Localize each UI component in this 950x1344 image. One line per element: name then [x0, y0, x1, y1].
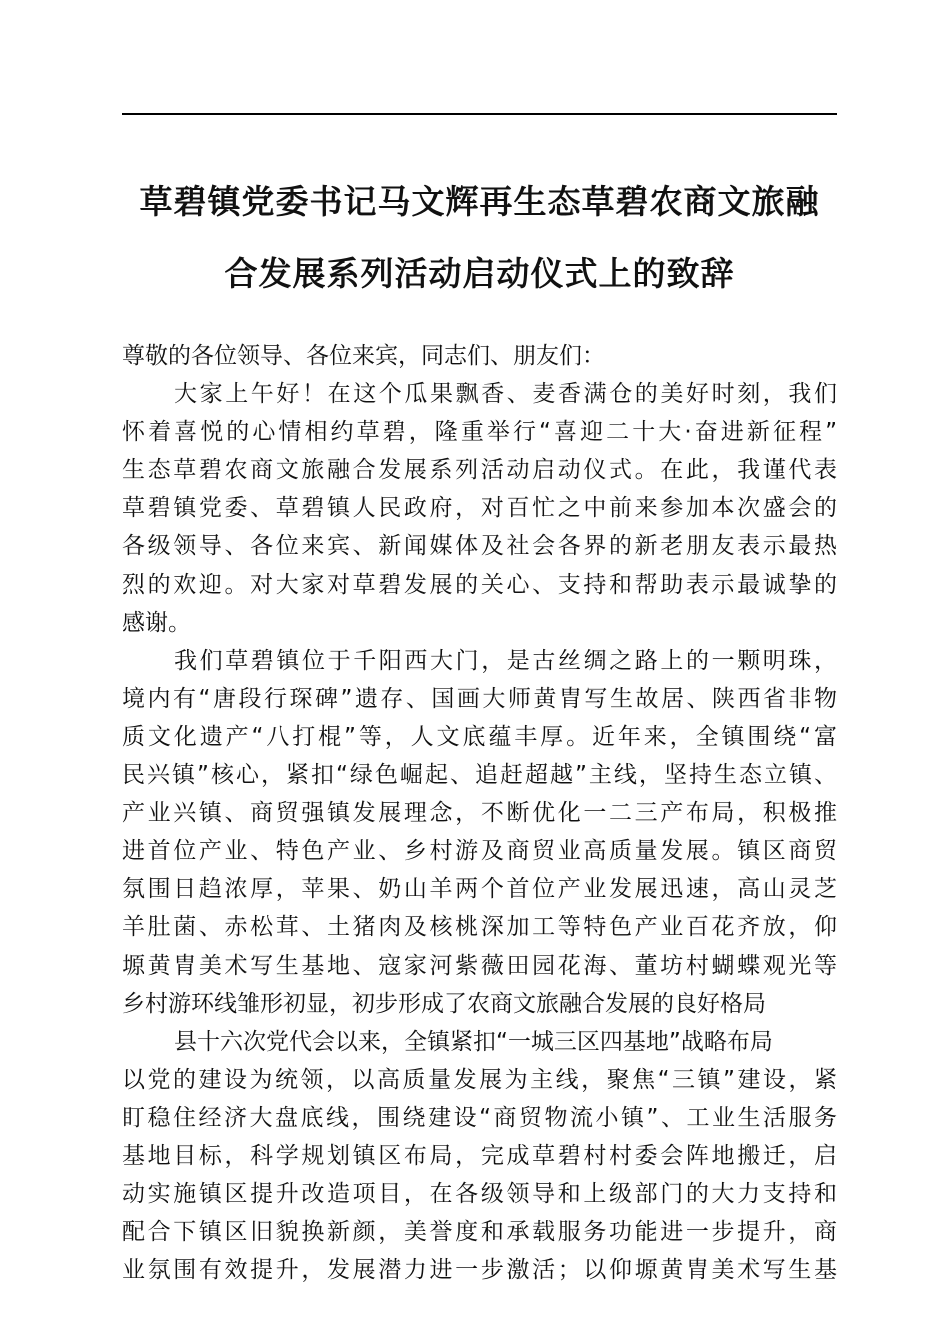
text-line: 烈的欢迎。对大家对草碧发展的关心、支持和帮助表示最诚挚的: [122, 571, 837, 598]
text-line: 动实施镇区提升改造项目，在各级领导和上级部门的大力支持和: [122, 1181, 837, 1208]
text-line: 基地目标，科学规划镇区布局，完成草碧村村委会阵地搬迁，启: [122, 1142, 837, 1169]
text-line: 怀着喜悦的心情相约草碧，隆重举行“喜迎二十大·奋进新征程”: [122, 419, 837, 446]
text-line: 境内有“唐段行琛碑”遗存、国画大师黄胄写生故居、陕西省非物: [122, 685, 837, 712]
text-line: 羊肚菌、赤松茸、土猪肉及核桃深加工等特色产业百花齐放，仰: [122, 914, 837, 941]
header-rule: [122, 113, 837, 115]
text-line: 以党的建设为统领，以高质量发展为主线，聚焦“三镇”建设，紧: [122, 1066, 837, 1093]
paragraph-town-intro: [122, 642, 837, 1023]
paragraph-greeting: [122, 375, 837, 642]
title-line-2: 合发展系列活动启动仪式上的致辞: [224, 254, 735, 293]
text-line: 生态草碧农商文旅融合发展系列活动启动仪式。在此，我谨代表: [122, 457, 837, 484]
title-line-1: 草碧镇党委书记马文辉再生态草碧农商文旅融: [139, 182, 820, 221]
text-line: 配合下镇区旧貌换新颜，美誉度和承载服务功能进一步提升，商: [122, 1219, 837, 1246]
text-line: 我们草碧镇位于千阳西大门，是古丝绸之路上的一颗明珠，: [174, 647, 837, 674]
document-body: [122, 337, 837, 1289]
text-line: 各级领导、各位来宾、新闻媒体及社会各界的新老朋友表示最热: [122, 533, 837, 560]
text-line: 大家上午好！在这个瓜果飘香、麦香满仓的美好时刻，我们: [174, 381, 837, 408]
text-line: 质文化遗产“八打棍”等，人文底蕴丰厚。近年来，全镇围绕“富: [122, 723, 837, 750]
document-title: [122, 166, 837, 310]
text-line: 感谢。: [122, 609, 191, 636]
text-line: 盯稳住经济大盘底线，围绕建设“商贸物流小镇”、工业生活服务: [122, 1104, 837, 1131]
text-line: 塬黄胄美术写生基地、寇家河紫薇田园花海、董坊村蝴蝶观光等: [122, 952, 837, 979]
text-line: 乡村游环线雏形初显，初步形成了农商文旅融合发展的良好格局: [122, 990, 766, 1017]
text-line: 进首位产业、特色产业、乡村游及商贸业高质量发展。镇区商贸: [122, 838, 837, 865]
text-line: 氛围日趋浓厚，苹果、奶山羊两个首位产业发展迅速，高山灵芝: [122, 876, 837, 903]
text-line: 产业兴镇、商贸强镇发展理念，不断优化一二三产布局，积极推: [122, 800, 837, 827]
salutation: 尊敬的各位领导、各位来宾，同志们、朋友们：: [122, 343, 605, 369]
text-line: 县十六次党代会以来，全镇紧扣“一城三区四基地”战略布局: [174, 1028, 773, 1055]
text-line: 业氛围有效提升，发展潜力进一步激活；以仰塬黄胄美术写生基: [122, 1257, 837, 1284]
paragraph-development: [122, 1023, 837, 1290]
text-line: 草碧镇党委、草碧镇人民政府，对百忙之中前来参加本次盛会的: [122, 495, 837, 522]
text-line: 民兴镇”核心，紧扣“绿色崛起、追赶超越”主线，坚持生态立镇、: [122, 762, 837, 789]
